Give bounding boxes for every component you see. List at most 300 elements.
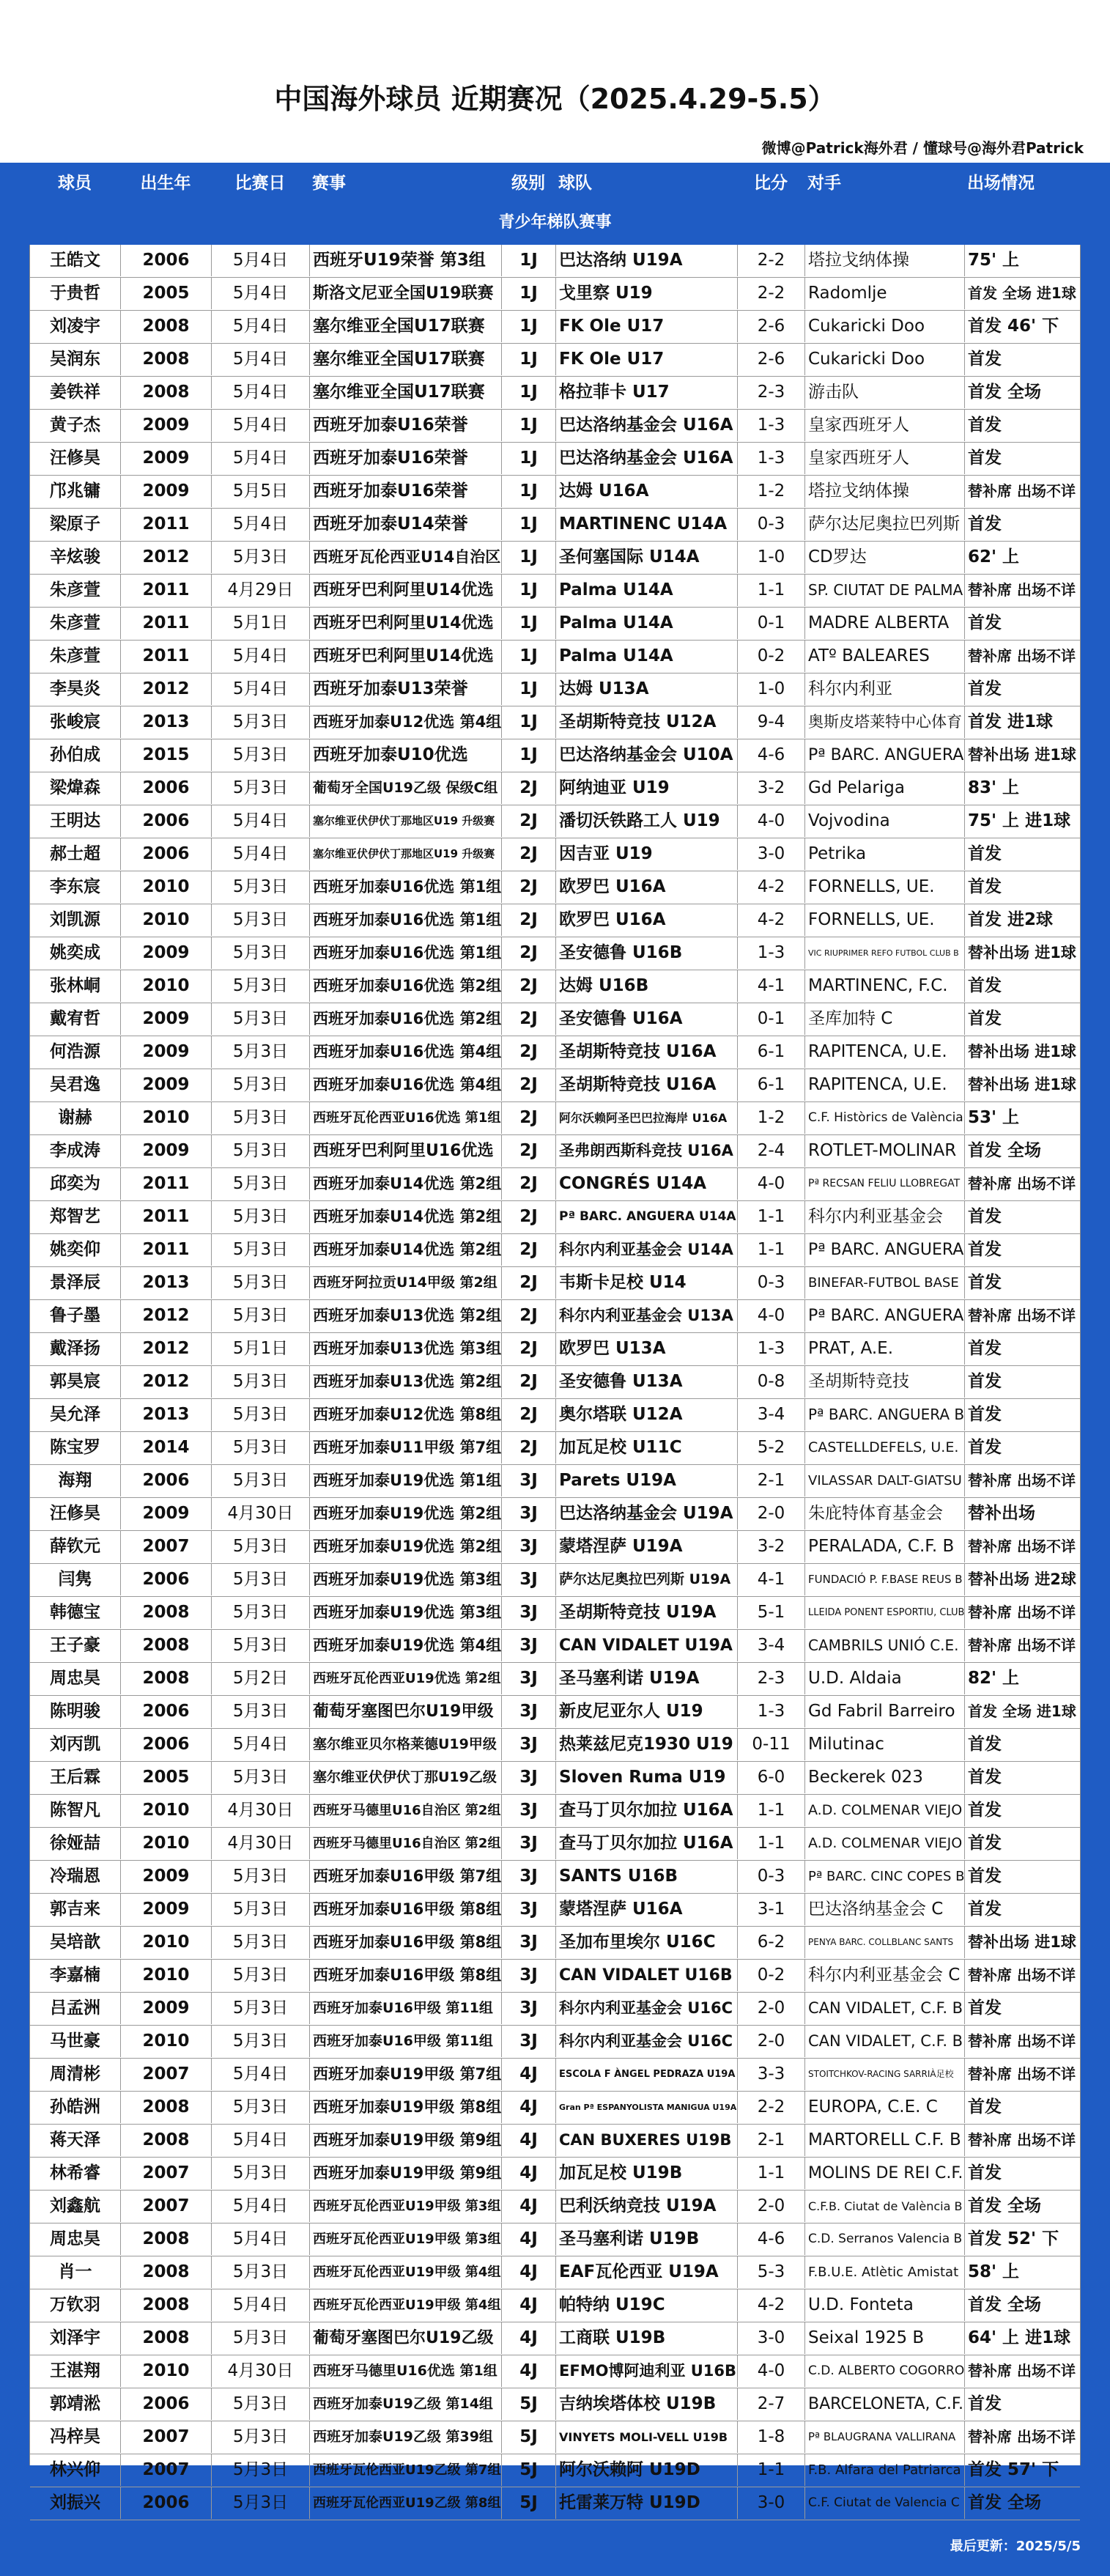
opponent-cell: PENYA BARC. COLLBLANC SANTS (805, 1927, 965, 1958)
match-date-cell: 5月4日 (212, 2191, 310, 2222)
player-cell: 郭昊宸 (30, 1366, 121, 1398)
score-cell: 2-1 (738, 1465, 805, 1496)
score-cell: 1-1 (738, 575, 805, 606)
competition-cell: 塞尔维亚全国U17联赛 (310, 377, 502, 408)
opponent-cell: Milutinac (805, 1729, 965, 1760)
opponent-cell: 塔拉戈纳体操 (805, 476, 965, 507)
level-cell: 1J (502, 410, 556, 441)
opponent-cell: Pª BARC. CINC COPES B (805, 1861, 965, 1892)
appearance-cell: 替补席 出场不详 (968, 1603, 1076, 1621)
team-cell: CONGRÉS U14A (556, 1168, 738, 1200)
competition-cell: 西班牙加泰U12优选 第8组 (310, 1399, 502, 1431)
birth-year-cell: 2009 (121, 937, 212, 969)
team-cell: 达姆 U16B (556, 970, 738, 1002)
score-cell: 1-1 (738, 1795, 805, 1826)
appearance-cell: 替补出场 (968, 1504, 1035, 1523)
appearance-cell: 首发 (968, 1735, 1002, 1754)
match-date-cell: 5月3日 (212, 970, 310, 1002)
team-cell: 蒙塔涅萨 U19A (556, 1531, 738, 1562)
score-cell: 3-0 (738, 2322, 805, 2354)
score-cell: 3-0 (738, 838, 805, 870)
table-row (30, 2421, 1080, 2454)
table-row (30, 2059, 1080, 2092)
birth-year-cell: 2008 (121, 1663, 212, 1694)
match-date-cell: 4月30日 (212, 1828, 310, 1859)
birth-year-cell: 2011 (121, 1201, 212, 1233)
player-cell: 王子豪 (30, 1630, 121, 1661)
match-date-cell: 5月3日 (212, 2158, 310, 2189)
opponent-cell: STOITCHKOV-RACING SARRIÀ足校 (805, 2059, 965, 2090)
match-date-cell: 5月3日 (212, 904, 310, 936)
header-score: 比分 (754, 174, 788, 193)
match-date-cell: 5月3日 (212, 1300, 310, 1332)
table-row (30, 1927, 1080, 1960)
opponent-cell: MOLINS DE REI C.F. (805, 2158, 965, 2189)
birth-year-cell: 2005 (121, 278, 212, 309)
player-cell: 吴允泽 (30, 1399, 121, 1431)
competition-cell: 西班牙加泰U19甲级 第8组 (310, 2092, 502, 2123)
match-date-cell: 5月4日 (212, 344, 310, 375)
team-cell: CAN BUXERES U19B (556, 2125, 738, 2156)
level-cell: 2J (502, 1333, 556, 1365)
team-cell: CAN VIDALET U19A (556, 1630, 738, 1661)
level-cell: 2J (502, 1135, 556, 1167)
player-cell: 王后霖 (30, 1762, 121, 1793)
player-cell: 吴润东 (30, 344, 121, 375)
birth-year-cell: 2008 (121, 2092, 212, 2123)
level-cell: 1J (502, 377, 556, 408)
score-cell: 2-2 (738, 245, 805, 276)
appearance-cell: 首发 进2球 (968, 910, 1054, 929)
table-row (30, 410, 1080, 443)
team-cell: 阿纳迪亚 U19 (556, 772, 738, 804)
opponent-cell: BINEFAR-FUTBOL BASE (805, 1267, 965, 1299)
opponent-cell: Pª BARC. ANGUERA B (805, 1399, 965, 1431)
birth-year-cell: 2008 (121, 2256, 212, 2288)
appearance-cell: 首发 全场 (968, 2493, 1042, 2512)
table-row (30, 2388, 1080, 2421)
level-cell: 2J (502, 1003, 556, 1035)
score-cell: 1-1 (738, 1828, 805, 1859)
opponent-cell: PRAT, A.E. (805, 1333, 965, 1365)
player-cell: 刘鑫航 (30, 2191, 121, 2222)
competition-cell: 西班牙加泰U16甲级 第11组 (310, 1993, 502, 2024)
team-cell: 阿尔沃赖阿圣巴巴拉海岸 U16A (556, 1102, 738, 1134)
team-cell: 圣安德鲁 U16A (556, 1003, 738, 1035)
team-cell: 吉纳埃塔体校 U19B (556, 2388, 738, 2420)
table-row (30, 1267, 1080, 1300)
level-cell: 3J (502, 1498, 556, 1529)
score-cell: 4-0 (738, 1168, 805, 1200)
player-cell: 周忠昊 (30, 2223, 121, 2255)
opponent-cell: 塔拉戈纳体操 (805, 245, 965, 276)
level-cell: 3J (502, 1465, 556, 1496)
score-cell: 3-4 (738, 1630, 805, 1661)
appearance-cell: 首发 (968, 844, 1002, 863)
score-cell: 3-4 (738, 1399, 805, 1431)
match-date-cell: 5月4日 (212, 245, 310, 276)
birth-year-cell: 2009 (121, 1894, 212, 1925)
appearance-cell: 替补席 出场不详 (968, 647, 1076, 665)
birth-year-cell: 2010 (121, 1828, 212, 1859)
table-row (30, 937, 1080, 970)
competition-cell: 西班牙加泰U13优选 第2组 (310, 1366, 502, 1398)
team-cell: 潘切沃铁路工人 U19 (556, 805, 738, 837)
player-cell: 邝兆镛 (30, 476, 121, 507)
birth-year-cell: 2009 (121, 1993, 212, 2024)
birth-year-cell: 2005 (121, 1762, 212, 1793)
opponent-cell: C.D. Serranos Valencia B (805, 2223, 965, 2255)
appearance-cell: 首发 (968, 1834, 1002, 1853)
team-cell: 圣安德鲁 U16B (556, 937, 738, 969)
competition-cell: 西班牙加泰U10优选 (310, 739, 502, 771)
appearance-cell: 首发 全场 进1球 (968, 1702, 1076, 1720)
level-cell: 1J (502, 706, 556, 738)
opponent-cell: CAN VIDALET, C.F. B (805, 2026, 965, 2057)
opponent-cell: C.D. ALBERTO COGORRO (805, 2355, 965, 2387)
credit-line: 微博@Patrick海外君 / 懂球号@海外君Patrick (761, 139, 1084, 157)
competition-cell: 西班牙加泰U16优选 第4组 (310, 1069, 502, 1101)
team-cell: 格拉菲卡 U17 (556, 377, 738, 408)
table-row (30, 509, 1080, 542)
player-cell: 陈智凡 (30, 1795, 121, 1826)
level-cell: 1J (502, 575, 556, 606)
score-cell: 3-2 (738, 772, 805, 804)
level-cell: 3J (502, 1696, 556, 1727)
player-cell: 周清彬 (30, 2059, 121, 2090)
table-row (30, 1597, 1080, 1630)
birth-year-cell: 2010 (121, 871, 212, 903)
competition-cell: 西班牙巴利阿里U14优选 (310, 641, 502, 672)
team-cell: 圣加布里埃尔 U16C (556, 1927, 738, 1958)
player-cell: 万钦羽 (30, 2289, 121, 2321)
birth-year-cell: 2007 (121, 2059, 212, 2090)
match-date-cell: 5月3日 (212, 542, 310, 573)
score-cell: 2-2 (738, 278, 805, 309)
competition-cell: 西班牙加泰U19甲级 第7组 (310, 2059, 502, 2090)
competition-cell: 西班牙U19荣誉 第3组 (310, 245, 502, 276)
team-cell: ESCOLA F ÀNGEL PEDRAZA U19A (556, 2059, 738, 2090)
appearance-cell: 首发 (968, 449, 1002, 468)
birth-year-cell: 2010 (121, 1927, 212, 1958)
birth-year-cell: 2006 (121, 1465, 212, 1496)
level-cell: 3J (502, 1597, 556, 1628)
appearance-cell: 首发 (968, 1372, 1002, 1391)
table-row (30, 344, 1080, 377)
player-cell: 海翔 (30, 1465, 121, 1496)
header-player: 球员 (58, 174, 92, 193)
birth-year-cell: 2012 (121, 1333, 212, 1365)
player-cell: 冷瑞恩 (30, 1861, 121, 1892)
player-cell: 冯梓昊 (30, 2421, 121, 2453)
opponent-cell: C.F. Històrics de València (805, 1102, 965, 1134)
team-cell: 蒙塔涅萨 U16A (556, 1894, 738, 1925)
appearance-cell: 替补席 出场不详 (968, 1966, 1076, 1984)
table-row (30, 2322, 1080, 2355)
score-cell: 1-3 (738, 1696, 805, 1727)
opponent-cell: Gd Fabril Barreiro (805, 1696, 965, 1727)
level-cell: 3J (502, 1564, 556, 1595)
table-row (30, 1465, 1080, 1498)
opponent-cell: F.B.U.E. Atlètic Amistat (805, 2256, 965, 2288)
competition-cell: 塞尔维亚全国U17联赛 (310, 344, 502, 375)
appearance-cell: 首发 (968, 1768, 1002, 1787)
level-cell: 2J (502, 1399, 556, 1431)
score-cell: 6-1 (738, 1036, 805, 1068)
birth-year-cell: 2006 (121, 838, 212, 870)
appearance-cell: 首发 (968, 350, 1002, 369)
team-cell: 科尔内利亚基金会 U13A (556, 1300, 738, 1332)
appearance-cell: 53' 上 (968, 1108, 1020, 1127)
match-date-cell: 5月3日 (212, 1432, 310, 1464)
match-date-cell: 5月3日 (212, 1003, 310, 1035)
match-date-cell: 5月3日 (212, 1861, 310, 1892)
opponent-cell: Radomlje (805, 278, 965, 309)
level-cell: 1J (502, 641, 556, 672)
table-row (30, 1069, 1080, 1102)
match-date-cell: 5月3日 (212, 1531, 310, 1562)
competition-cell: 西班牙巴利阿里U14优选 (310, 608, 502, 639)
appearance-cell: 首发 (968, 679, 1002, 698)
birth-year-cell: 2009 (121, 1861, 212, 1892)
table-row (30, 2092, 1080, 2125)
team-cell: Pª BARC. ANGUERA U14A (556, 1201, 738, 1233)
score-cell: 1-2 (738, 1102, 805, 1134)
opponent-cell: VILASSAR DALT-GIATSU (805, 1465, 965, 1496)
birth-year-cell: 2009 (121, 1135, 212, 1167)
birth-year-cell: 2010 (121, 2026, 212, 2057)
level-cell: 1J (502, 509, 556, 540)
player-cell: 张峻宸 (30, 706, 121, 738)
appearance-cell: 首发 (968, 613, 1002, 632)
player-cell: 梁原子 (30, 509, 121, 540)
score-cell: 2-7 (738, 2388, 805, 2420)
birth-year-cell: 2012 (121, 673, 212, 705)
table-row (30, 542, 1080, 575)
match-date-cell: 5月3日 (212, 2487, 310, 2519)
score-cell: 4-2 (738, 904, 805, 936)
level-cell: 1J (502, 608, 556, 639)
table-row (30, 641, 1080, 673)
score-cell: 6-0 (738, 1762, 805, 1793)
match-date-cell: 5月4日 (212, 278, 310, 309)
match-date-cell: 5月3日 (212, 1102, 310, 1134)
birth-year-cell: 2010 (121, 1960, 212, 1991)
player-cell: 吴培歆 (30, 1927, 121, 1958)
match-date-cell: 5月4日 (212, 641, 310, 672)
appearance-cell: 首发 全场 进1球 (968, 284, 1076, 302)
competition-cell: 西班牙加泰U14优选 第2组 (310, 1234, 502, 1266)
team-cell: 欧罗巴 U16A (556, 871, 738, 903)
match-date-cell: 5月3日 (212, 1234, 310, 1266)
table-row (30, 1333, 1080, 1366)
player-cell: 朱彦萱 (30, 641, 121, 672)
competition-cell: 西班牙加泰U19甲级 第9组 (310, 2125, 502, 2156)
table-row (30, 2487, 1080, 2520)
competition-cell: 西班牙加泰U16优选 第4组 (310, 1036, 502, 1068)
level-cell: 2J (502, 805, 556, 837)
score-cell: 2-3 (738, 377, 805, 408)
level-cell: 3J (502, 1531, 556, 1562)
birth-year-cell: 2009 (121, 410, 212, 441)
level-cell: 4J (502, 2059, 556, 2090)
match-date-cell: 5月3日 (212, 2454, 310, 2486)
level-cell: 2J (502, 1234, 556, 1266)
team-cell: 巴达洛纳 U19A (556, 245, 738, 276)
team-cell: 巴达洛纳基金会 U19A (556, 1498, 738, 1529)
opponent-cell: 圣库加特 C (805, 1003, 965, 1035)
match-date-cell: 5月3日 (212, 2322, 310, 2354)
score-cell: 1-1 (738, 2158, 805, 2189)
player-cell: 戴泽扬 (30, 1333, 121, 1365)
team-cell: 萨尔达尼奥拉巴列斯 U19A (556, 1564, 738, 1595)
team-cell: CAN VIDALET U16B (556, 1960, 738, 1991)
competition-cell: 塞尔维亚贝尔格莱德U19甲级 (310, 1729, 502, 1760)
opponent-cell: 奥斯皮塔莱特中心体育 (805, 706, 965, 738)
birth-year-cell: 2008 (121, 377, 212, 408)
match-date-cell: 4月29日 (212, 575, 310, 606)
birth-year-cell: 2007 (121, 2421, 212, 2453)
level-cell: 3J (502, 1630, 556, 1661)
score-cell: 1-1 (738, 1201, 805, 1233)
team-cell: 巴达洛纳基金会 U16A (556, 443, 738, 474)
appearance-cell: 替补席 出场不详 (968, 2428, 1076, 2446)
competition-cell: 塞尔维亚伏伊伏丁那地区U19 升级赛 (310, 838, 502, 870)
team-cell: 科尔内利亚基金会 U16C (556, 1993, 738, 2024)
level-cell: 1J (502, 344, 556, 375)
player-cell: 李嘉楠 (30, 1960, 121, 1991)
competition-cell: 西班牙瓦伦西亚U16优选 第1组 (310, 1102, 502, 1134)
score-cell: 5-1 (738, 1597, 805, 1628)
player-cell: 林兴仰 (30, 2454, 121, 2486)
player-cell: 徐娅喆 (30, 1828, 121, 1859)
player-cell: 蒋天泽 (30, 2125, 121, 2156)
level-cell: 2J (502, 1069, 556, 1101)
competition-cell: 西班牙加泰U11甲级 第7组 (310, 1432, 502, 1464)
match-date-cell: 5月3日 (212, 1630, 310, 1661)
table-row (30, 739, 1080, 772)
competition-cell: 西班牙加泰U13优选 第2组 (310, 1300, 502, 1332)
player-cell: 吴君逸 (30, 1069, 121, 1101)
score-cell: 1-1 (738, 2454, 805, 2486)
competition-cell: 西班牙加泰U16荣誉 (310, 443, 502, 474)
opponent-cell: Gd Pelariga (805, 772, 965, 804)
competition-cell: 西班牙瓦伦西亚U19甲级 第3组 (310, 2223, 502, 2255)
table-row (30, 1729, 1080, 1762)
player-cell: 郝士超 (30, 838, 121, 870)
birth-year-cell: 2009 (121, 1036, 212, 1068)
competition-cell: 西班牙瓦伦西亚U19甲级 第3组 (310, 2191, 502, 2222)
player-cell: 韩德宝 (30, 1597, 121, 1628)
competition-cell: 塞尔维亚全国U17联赛 (310, 311, 502, 342)
appearance-cell: 82' 上 (968, 1669, 1020, 1688)
table-row (30, 377, 1080, 410)
header-team: 球队 (558, 174, 592, 193)
score-cell: 0-1 (738, 1003, 805, 1035)
birth-year-cell: 2006 (121, 772, 212, 804)
table-row (30, 608, 1080, 641)
opponent-cell: CASTELLDEFELS, U.E. (805, 1432, 965, 1464)
team-cell: 查马丁贝尔加拉 U16A (556, 1795, 738, 1826)
table-row (30, 1696, 1080, 1729)
match-date-cell: 5月3日 (212, 1036, 310, 1068)
birth-year-cell: 2008 (121, 311, 212, 342)
birth-year-cell: 2008 (121, 2322, 212, 2354)
table-row (30, 1663, 1080, 1696)
table-row (30, 1036, 1080, 1069)
opponent-cell: Pª BARC. ANGUERA (805, 1300, 965, 1332)
table-row (30, 1531, 1080, 1564)
match-date-cell: 4月30日 (212, 1498, 310, 1529)
opponent-cell: FORNELLS, UE. (805, 871, 965, 903)
competition-cell: 西班牙巴利阿里U16优选 (310, 1135, 502, 1167)
level-cell: 3J (502, 1927, 556, 1958)
player-cell: 陈明骏 (30, 1696, 121, 1727)
opponent-cell: Pª RECSAN FELIU LLOBREGAT (805, 1168, 965, 1200)
team-cell: MARTINENC U14A (556, 509, 738, 540)
birth-year-cell: 2008 (121, 2289, 212, 2321)
score-cell: 5-2 (738, 1432, 805, 1464)
appearance-cell: 75' 上 (968, 251, 1020, 270)
level-cell: 4J (502, 2289, 556, 2321)
team-cell: 科尔内利亚基金会 U14A (556, 1234, 738, 1266)
score-cell: 3-1 (738, 1894, 805, 1925)
team-cell: 热莱兹尼克1930 U19 (556, 1729, 738, 1760)
score-cell: 4-2 (738, 2289, 805, 2321)
appearance-cell: 替补席 出场不详 (968, 1307, 1076, 1324)
team-cell: EAF瓦伦西亚 U19A (556, 2256, 738, 2288)
opponent-cell: FORNELLS, UE. (805, 904, 965, 936)
opponent-cell: 游击队 (805, 377, 965, 408)
appearance-cell: 替补席 出场不详 (968, 2065, 1076, 2083)
level-cell: 4J (502, 2256, 556, 2288)
match-date-cell: 5月4日 (212, 805, 310, 837)
score-cell: 2-1 (738, 2125, 805, 2156)
opponent-cell: BARCELONETA, C.F. (805, 2388, 965, 2420)
level-cell: 3J (502, 2026, 556, 2057)
level-cell: 3J (502, 1762, 556, 1793)
level-cell: 1J (502, 245, 556, 276)
opponent-cell: Pª BARC. ANGUERA (805, 739, 965, 771)
competition-cell: 西班牙加泰U19乙级 第14组 (310, 2388, 502, 2420)
player-cell: 孙皓洲 (30, 2092, 121, 2123)
appearance-cell: 首发 全场 (968, 1141, 1042, 1160)
match-date-cell: 5月3日 (212, 739, 310, 771)
score-cell: 6-1 (738, 1069, 805, 1101)
table-row (30, 2256, 1080, 2289)
opponent-cell: MARTORELL C.F. B (805, 2125, 965, 2156)
competition-cell: 西班牙加泰U19乙级 第39组 (310, 2421, 502, 2453)
level-cell: 2J (502, 1168, 556, 1200)
table-row (30, 2158, 1080, 2191)
match-date-cell: 5月3日 (212, 2421, 310, 2453)
level-cell: 1J (502, 278, 556, 309)
birth-year-cell: 2015 (121, 739, 212, 771)
opponent-cell: C.F.B. Ciutat de València B (805, 2191, 965, 2222)
table-row (30, 1135, 1080, 1168)
birth-year-cell: 2013 (121, 1399, 212, 1431)
match-date-cell: 5月2日 (212, 1663, 310, 1694)
player-cell: 闫隽 (30, 1564, 121, 1595)
match-date-cell: 5月3日 (212, 772, 310, 804)
table-row (30, 245, 1080, 278)
appearance-cell: 首发 46' 下 (968, 317, 1059, 336)
score-cell: 0-3 (738, 1267, 805, 1299)
appearance-cell: 替补出场 进1球 (968, 1076, 1076, 1093)
birth-year-cell: 2011 (121, 641, 212, 672)
birth-year-cell: 2008 (121, 2125, 212, 2156)
match-date-cell: 5月3日 (212, 1927, 310, 1958)
